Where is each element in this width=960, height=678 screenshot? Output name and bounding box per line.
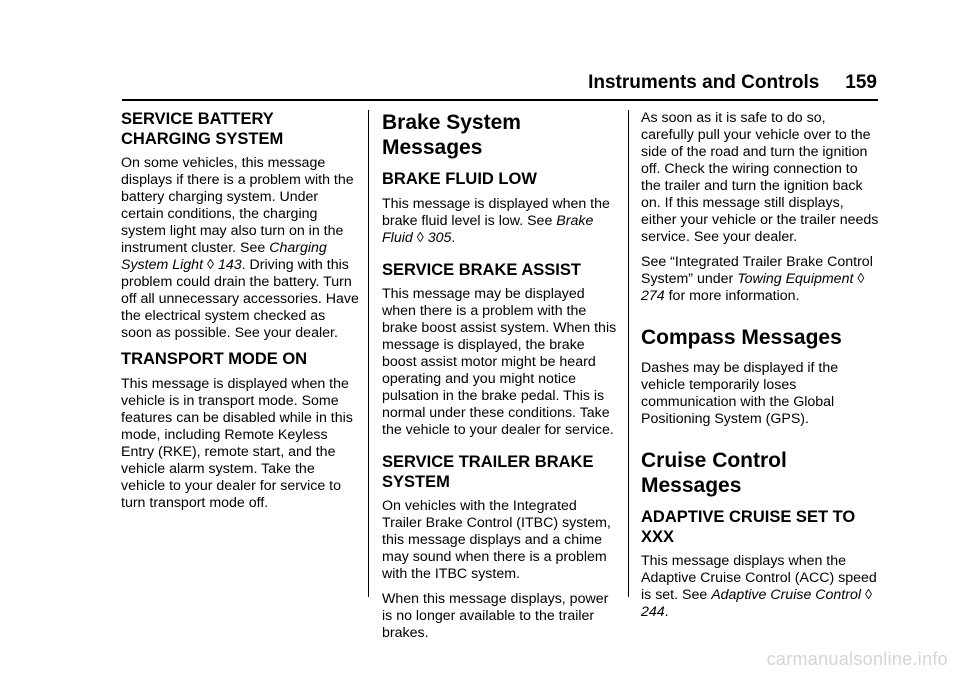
ref-page-244[interactable]: 244 (641, 604, 665, 620)
column-2 (382, 110, 620, 650)
ref-adaptive-cruise-control[interactable]: Adaptive Cruise Control (711, 587, 862, 603)
page-ref-icon: ◊ (857, 271, 865, 287)
heading-service-battery: SERVICE BATTERY CHARGING SYSTEM (121, 110, 284, 148)
column-3 (641, 110, 879, 629)
text: On some vehicles, this message displays if there is a problem with the battery charging system. Under certain conditions, the charging system light may also turn on in the instrument cluster. See (121, 155, 354, 256)
column-1 (121, 110, 359, 520)
paragraph-service-battery (121, 155, 359, 342)
paragraph-service-brake-assist: This message may be displayed when there is a problem with the brake boost assist system. When this message is displayed, the brake boost assist motor might be heard operating and you might notice pulsation in the brake pedal. This is normal under these conditions. Take the vehicle to your dealer for service. (382, 286, 617, 438)
page-header (0, 72, 877, 94)
ref-charging-system-light[interactable]: Charging System Light (121, 240, 327, 273)
heading-compass-messages: Compass Messages (641, 326, 842, 349)
watermark: carmanualsonline.info (766, 649, 948, 669)
text: for more information. (664, 288, 800, 304)
column-divider-2 (628, 110, 629, 597)
page-number: 159 (845, 72, 877, 93)
heading-cruise-control-messages: Cruise Control Messages (641, 449, 787, 497)
text: This message is displayed when the brake fluid level is low. See (382, 195, 610, 229)
heading-adaptive-cruise-set: ADAPTIVE CRUISE SET TO XXX (641, 508, 856, 546)
heading-brake-fluid-low: BRAKE FLUID LOW (382, 170, 537, 188)
ref-brake-fluid[interactable]: Brake Fluid (382, 212, 594, 246)
paragraph-compass: Dashes may be displayed if the vehicle temporarily loses communication with the Global Positioning System (GPS). (641, 360, 839, 427)
header-rule (122, 99, 878, 101)
paragraph-adaptive-cruise (641, 553, 879, 621)
ref-page-274[interactable]: 274 (641, 288, 665, 304)
paragraph-service-trailer-brake-1: On vehicles with the Integrated Trailer Brake Control (ITBC) system, this message displays and a chime may sound when there is a problem with the ITBC system. (382, 498, 611, 582)
text: . Driving with this problem could drain the battery. Turn off all unnecessary accessories. Have the electrical system checked as soon as possible. See your dealer. (121, 257, 359, 341)
page-ref-icon: ◊ (864, 587, 872, 603)
heading-brake-system-messages: Brake System Messages (382, 111, 521, 159)
column-divider-1 (368, 110, 369, 597)
page-ref-icon: ◊ (416, 229, 424, 246)
paragraph-transport-mode: This message is displayed when the vehicle is in transport mode. Some features can be disabled while in this mode, including Remote Keyless Entry (RKE), remote start, and the vehicle alarm system. Take the vehicle to your dealer for service to turn transport mode off. (121, 375, 353, 511)
section-title: Instruments and Controls (588, 72, 820, 93)
ref-page-143[interactable]: 143 (217, 257, 242, 273)
text: . (664, 604, 669, 620)
page-ref-icon: ◊ (206, 257, 214, 273)
text: This message displays when the Adaptive Cruise Control (ACC) speed is set. See (641, 553, 877, 603)
heading-transport-mode: TRANSPORT MODE ON (121, 350, 308, 368)
ref-page-305[interactable]: 305 (427, 229, 452, 246)
paragraph-see-itbc (641, 254, 879, 305)
heading-service-brake-assist: SERVICE BRAKE ASSIST (382, 260, 581, 279)
text: . (451, 229, 456, 246)
heading-service-trailer-brake: SERVICE TRAILER BRAKE SYSTEM (382, 453, 594, 491)
paragraph-brake-fluid-low (382, 196, 620, 247)
text: See “Integrated Trailer Brake Control System” under (641, 254, 873, 287)
ref-towing-equipment[interactable]: Towing Equipment (737, 271, 854, 287)
paragraph-service-trailer-brake-2: When this message displays, power is no longer available to the trailer brakes. (382, 591, 609, 641)
paragraph-pull-over: As soon as it is safe to do so, carefully pull your vehicle over to the side of the road and turn the ignition off. Check the wiring connection to the trailer and turn the ignition back on. If this message still displays, either your vehicle or the trailer needs service. See your dealer. (641, 110, 879, 245)
